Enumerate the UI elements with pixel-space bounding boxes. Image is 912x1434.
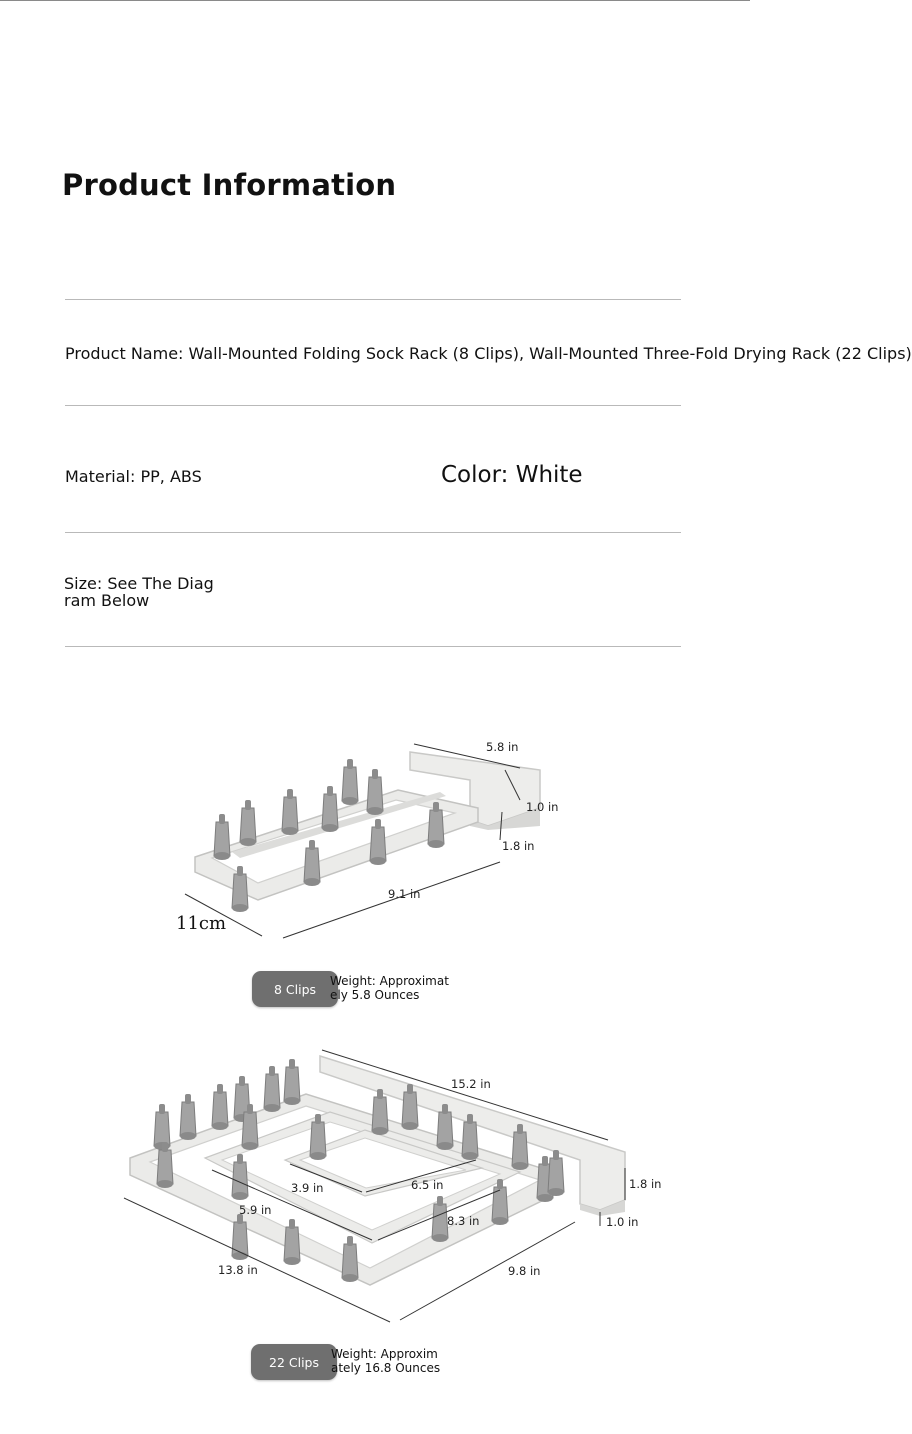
small-rack-image [176, 740, 558, 938]
clips-badge-22: 22 Clips [251, 1344, 337, 1380]
large-dim-inner-b: 6.5 in [411, 1178, 444, 1192]
small-dim-length: 9.1 in [388, 887, 421, 901]
size-text: Size: See The Diagram Below [64, 574, 214, 610]
large-dim-right: 9.8 in [508, 1264, 541, 1278]
small-dim-depth: 1.0 in [526, 800, 559, 814]
small-dim-width: 11cm [176, 913, 227, 934]
product-name: Product Name: Wall-Mounted Folding Sock Rack (8 Clips), Wall-Mounted Three-Fold Drying Rack (22 Clips) [65, 344, 912, 363]
large-dim-depth: 1.0 in [606, 1215, 639, 1229]
large-dim-left: 13.8 in [218, 1263, 258, 1277]
weight-large: Weight: Approximately 16.8 Ounces [331, 1347, 441, 1375]
large-dim-inner-d: 8.3 in [447, 1214, 480, 1228]
small-dim-height: 1.8 in [502, 839, 535, 853]
clips-badge-8: 8 Clips [252, 971, 338, 1007]
material-text: Material: PP, ABS [65, 467, 202, 486]
small-dim-top: 5.8 in [486, 740, 519, 754]
large-dim-inner-c: 5.9 in [239, 1203, 272, 1217]
large-rack-image [124, 1050, 661, 1322]
large-dim-inner-a: 3.9 in [291, 1181, 324, 1195]
weight-small: Weight: Approximately 5.8 Ounces [330, 974, 449, 1002]
large-dim-top: 15.2 in [451, 1077, 491, 1091]
color-text: Color: White [441, 462, 583, 488]
page-title: Product Information [62, 168, 397, 202]
large-dim-height: 1.8 in [629, 1177, 662, 1191]
